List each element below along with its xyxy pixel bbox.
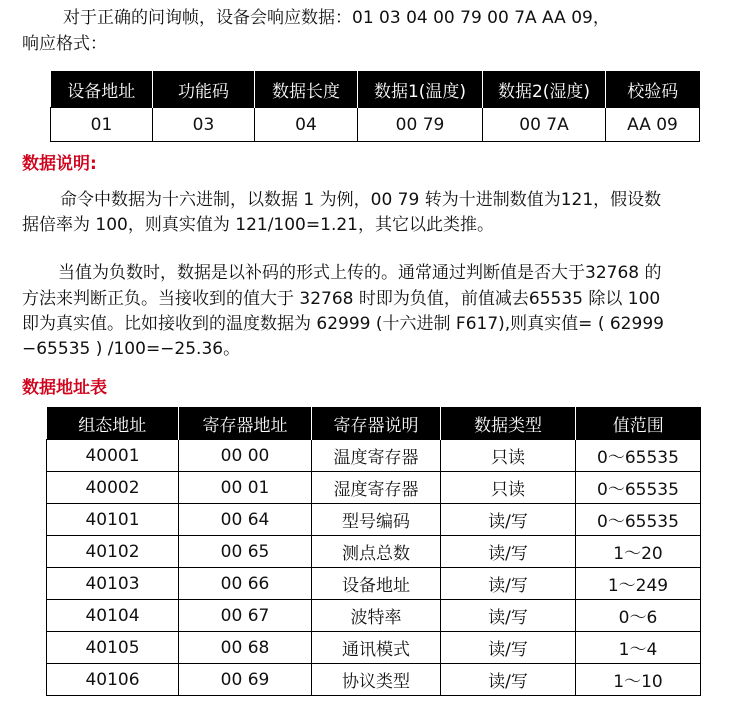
table-cell: 40001 xyxy=(47,440,179,472)
table-cell: 04 xyxy=(255,108,358,142)
table-cell: 只读 xyxy=(441,440,576,472)
desc-p1-line-2: 据倍率为 100，则真实值为 121/100=1.21，其它以此类推。 xyxy=(22,215,494,235)
header-register-description: 寄存器说明 xyxy=(312,407,441,440)
table-row xyxy=(47,440,701,472)
table-cell: 读/写 xyxy=(441,600,576,632)
table-cell: 读/写 xyxy=(441,504,576,536)
header-function-code: 功能码 xyxy=(153,71,255,108)
desc-p2-line-2: 方法来判断正负。当接收到的值大于 32768 时即为负值，前值减去65535 除以 100 xyxy=(22,289,661,309)
table-cell: 波特率 xyxy=(312,600,441,632)
desc-p2-line-1: 当值为负数时，数据是以补码的形式上传的。通常通过判断值是否大于32768 的 xyxy=(58,263,662,283)
intro-line-2: 响应格式： xyxy=(22,34,107,54)
table-cell: 读/写 xyxy=(441,568,576,600)
table-cell: 湿度寄存器 xyxy=(312,472,441,504)
table-cell: 40104 xyxy=(47,600,179,632)
table-cell: 1～249 xyxy=(576,568,701,600)
table-cell: 40002 xyxy=(47,472,179,504)
table-cell: 40106 xyxy=(47,664,179,696)
header-checksum: 校验码 xyxy=(606,71,700,108)
table-row xyxy=(47,632,701,664)
header-data-type: 数据类型 xyxy=(441,407,576,440)
register-address-table xyxy=(46,407,701,696)
table-row xyxy=(47,600,701,632)
table-cell: 00 65 xyxy=(179,536,312,568)
header-data1-temperature: 数据1(温度) xyxy=(358,71,483,108)
table-cell: 只读 xyxy=(441,472,576,504)
table-cell: 测点总数 xyxy=(312,536,441,568)
table-cell: 0～65535 xyxy=(576,472,701,504)
table-cell: 0～65535 xyxy=(576,440,701,472)
table-row xyxy=(47,568,701,600)
table-cell: 40102 xyxy=(47,536,179,568)
table-header-row xyxy=(51,71,700,108)
table-row xyxy=(47,504,701,536)
table-cell: 00 7A xyxy=(483,108,606,142)
table-cell: 40105 xyxy=(47,632,179,664)
header-config-address: 组态地址 xyxy=(47,407,179,440)
table-cell: 00 79 xyxy=(358,108,483,142)
table-cell: 型号编码 xyxy=(312,504,441,536)
table-cell: 1～20 xyxy=(576,536,701,568)
desc-p1-line-1: 命令中数据为十六进制，以数据 1 为例，00 79 转为十进制数值为121，假设数 xyxy=(60,190,662,210)
desc-p2-line-4: −65535 ) /100=−25.36。 xyxy=(22,339,241,359)
table-cell: 读/写 xyxy=(441,536,576,568)
table-cell: 00 00 xyxy=(179,440,312,472)
table-cell: 00 67 xyxy=(179,600,312,632)
table-cell: 通讯模式 xyxy=(312,632,441,664)
desc-p2-line-3: 即为真实值。比如接收到的温度数据为 62999 (十六进制 F617),则真实值= ( 62999 xyxy=(22,314,664,334)
table-cell: 00 66 xyxy=(179,568,312,600)
response-format-table xyxy=(50,71,700,142)
table-cell: 40103 xyxy=(47,568,179,600)
table-row xyxy=(47,664,701,696)
table-cell: 温度寄存器 xyxy=(312,440,441,472)
table-cell: 0～6 xyxy=(576,600,701,632)
intro-line-1: 对于正确的问询帧，设备会响应数据：01 03 04 00 79 00 7A AA 09， xyxy=(63,8,610,28)
table-row xyxy=(51,108,700,142)
header-value-range: 值范围 xyxy=(576,407,701,440)
table-cell: 设备地址 xyxy=(312,568,441,600)
table-cell: 03 xyxy=(153,108,255,142)
table-cell: 00 69 xyxy=(179,664,312,696)
table-cell: 00 68 xyxy=(179,632,312,664)
table-cell: 00 64 xyxy=(179,504,312,536)
header-data2-humidity: 数据2(湿度) xyxy=(483,71,606,108)
table-cell: 1～4 xyxy=(576,632,701,664)
header-data-length: 数据长度 xyxy=(255,71,358,108)
table-cell: 读/写 xyxy=(441,632,576,664)
table-row xyxy=(47,472,701,504)
table-cell: 40101 xyxy=(47,504,179,536)
table-cell: 00 01 xyxy=(179,472,312,504)
table-cell: 0～65535 xyxy=(576,504,701,536)
table-cell: 1～10 xyxy=(576,664,701,696)
table-cell: 协议类型 xyxy=(312,664,441,696)
table-cell: 01 xyxy=(51,108,153,142)
header-device-address: 设备地址 xyxy=(51,71,153,108)
header-register-address: 寄存器地址 xyxy=(179,407,312,440)
address-table-heading: 数据地址表 xyxy=(22,378,107,398)
data-description-heading: 数据说明: xyxy=(22,154,97,174)
table-header-row xyxy=(47,407,701,440)
table-row xyxy=(47,536,701,568)
table-cell: AA 09 xyxy=(606,108,700,142)
table-cell: 读/写 xyxy=(441,664,576,696)
